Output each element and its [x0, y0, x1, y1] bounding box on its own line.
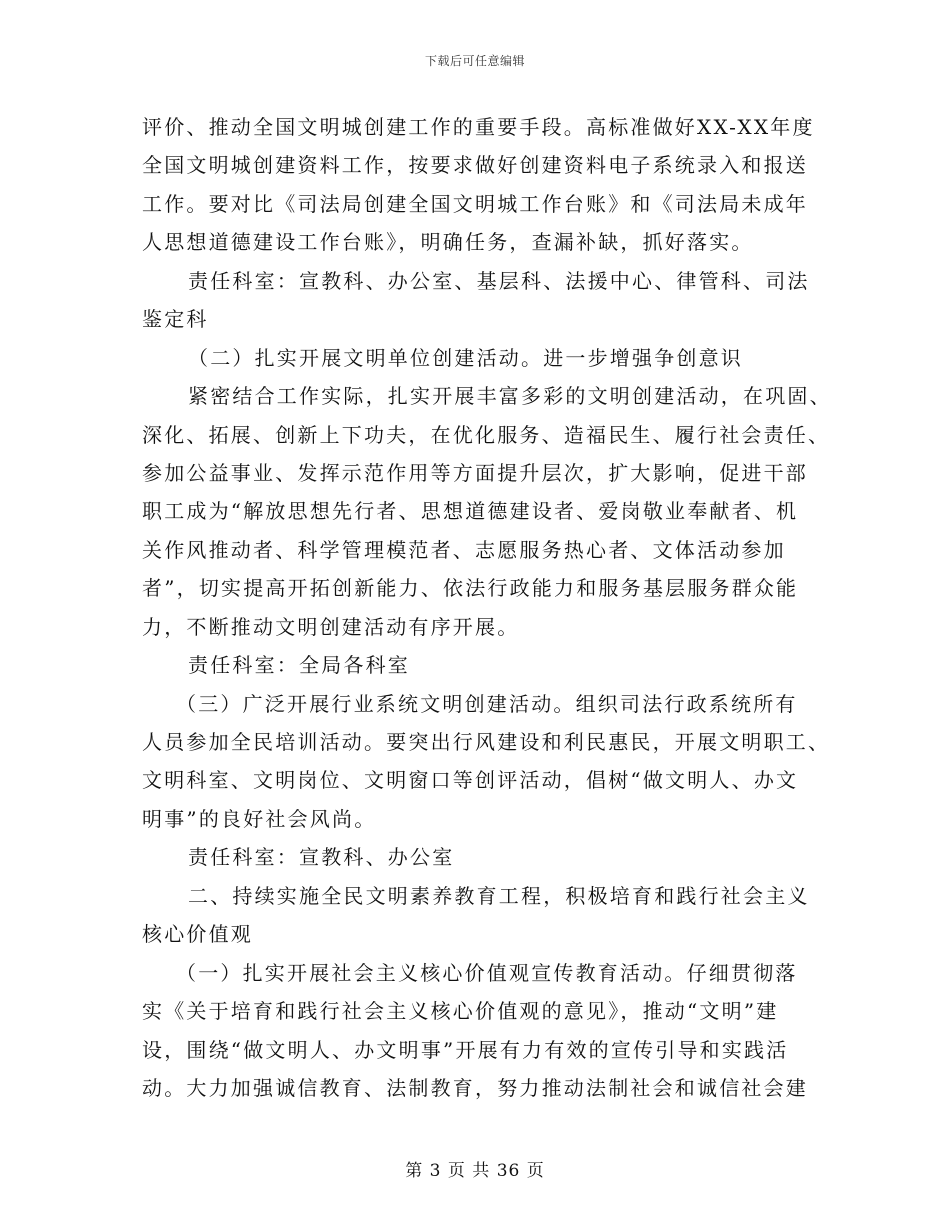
text-line: 工作。要对比《司法局创建全国文明城工作台账》和《司法局未成年 — [142, 191, 808, 216]
text-line: 鉴定科 — [142, 307, 209, 332]
responsible-office-line: 责任科室：宣教科、办公室 — [188, 845, 455, 870]
text-line: 实《关于培育和践行社会主义核心价值观的意见》，推动“文明”建 — [142, 999, 779, 1024]
text-line: 人思想道德建设工作台账》，明确任务，查漏补缺，抓好落实。 — [142, 230, 754, 255]
text-line: 关作风推动者、科学管理模范者、志愿服务热心者、文体活动参加 — [142, 537, 786, 562]
text-line: 者”，切实提高开拓创新能力、依法行政能力和服务基层服务群众能 — [142, 576, 799, 601]
text-line: 人员参加全民培训活动。要突出行风建设和利民惠民，开展文明职工、 — [142, 730, 831, 754]
text-line: 参加公益事业、发挥示范作用等方面提升层次，扩大影响，促进干部 — [142, 460, 808, 485]
text-line: 紧密结合工作实际，扎实开展丰富多彩的文明创建活动，在巩固、 — [188, 384, 832, 409]
page-number-footer: 第 3 页 共 36 页 — [405, 1161, 545, 1181]
section-heading: （三）广泛开展行业系统文明创建活动。组织司法行政系统所有 — [176, 691, 798, 716]
document-body — [142, 108, 832, 1107]
text-line: 核心价值观 — [142, 922, 253, 947]
text-line: 设，围绕“做文明人、办文明事”开展有力有效的宣传引导和实践活 — [142, 1037, 789, 1062]
section-heading: 二、持续实施全民文明素养教育工程，积极培育和践行社会主义 — [188, 883, 810, 908]
text-line: 文明科室、文明岗位、文明窗口等创评活动，倡树“做文明人、办文 — [142, 768, 799, 793]
text-line: 评价、推动全国文明城创建工作的重要手段。高标准做好XX-XX年度 — [142, 115, 815, 139]
text-line: 明事”的良好社会风尚。 — [142, 806, 377, 831]
section-heading: （二）扎实开展文明单位创建活动。进一步增强争创意识 — [188, 345, 743, 370]
text-line: 全国文明城创建资料工作，按要求做好创建资料电子系统录入和报送 — [142, 153, 808, 178]
page-header: 下载后可任意编辑 — [424, 54, 525, 68]
section-heading: （一）扎实开展社会主义核心价值观宣传教育活动。仔细贯彻落 — [176, 960, 798, 985]
text-line: 深化、拓展、创新上下功夫，在优化服务、造福民生、履行社会责任、 — [142, 422, 831, 447]
text-line: 动。大力加强诚信教育、法制教育，努力推动法制社会和诚信社会建 — [142, 1075, 808, 1100]
responsible-office-line: 责任科室：全局各科室 — [188, 653, 410, 678]
text-line: 力，不断推动文明创建活动有序开展。 — [142, 614, 520, 639]
text-line: 职工成为“解放思想先行者、思想道德建设者、爱岗敬业奉献者、机 — [142, 499, 799, 524]
responsible-office-line: 责任科室：宣教科、办公室、基层科、法援中心、律管科、司法 — [188, 268, 810, 293]
